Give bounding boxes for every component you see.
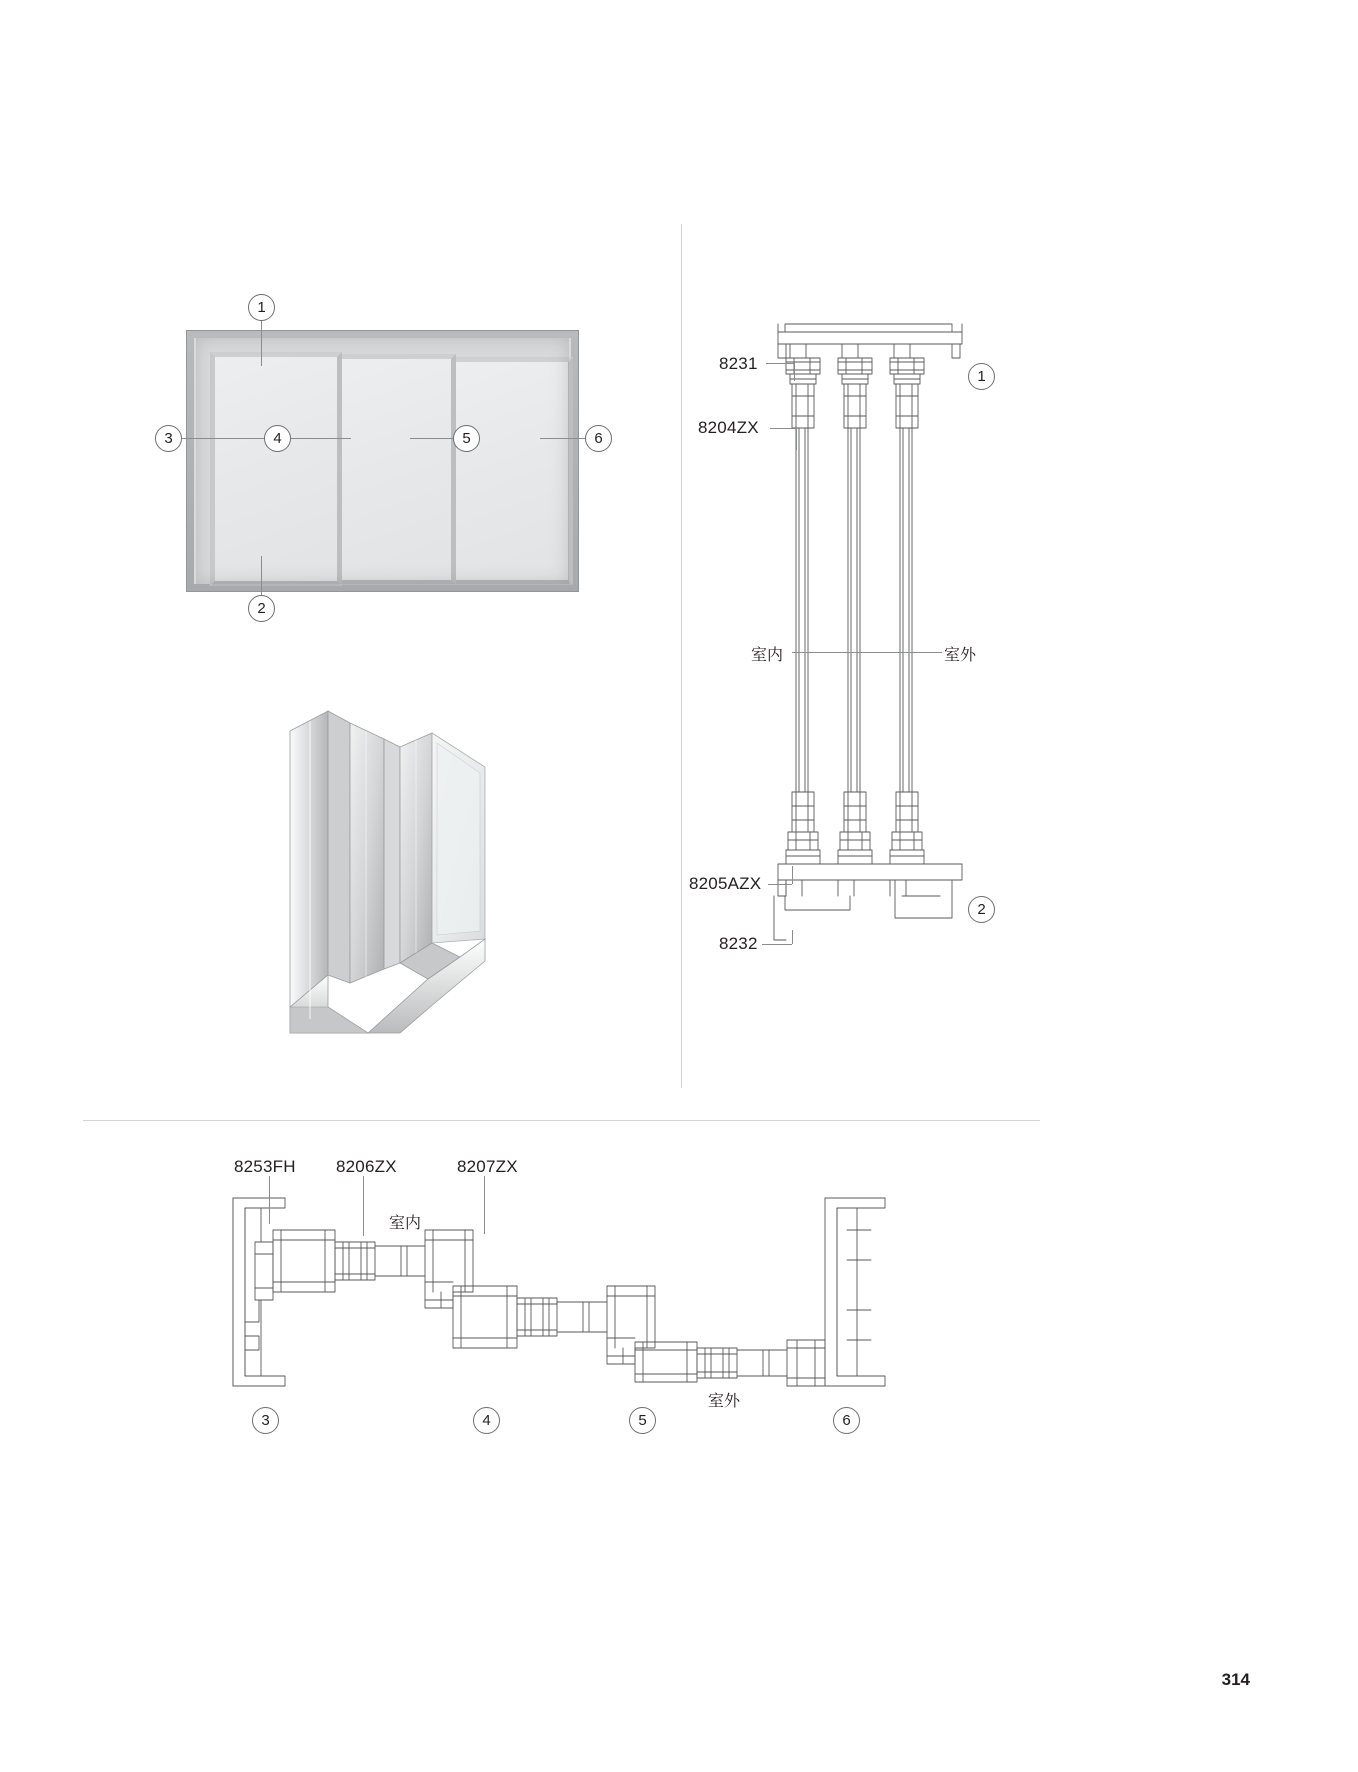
leader-line-callout-6 [540,438,585,439]
part-label-8231: 8231 [719,354,758,373]
leader-line-8205azx-v [792,866,793,884]
leader-line-8206zx [363,1176,364,1236]
leader-line-8207zx [484,1176,485,1234]
window-assembly-render [186,330,579,592]
glass-panel [333,359,451,580]
divider-horizontal [83,1120,1040,1121]
leader-line-callout-1 [261,318,262,366]
callout-marker-2[interactable]: 2 [248,595,275,622]
corner-sample-svg [280,707,495,1037]
callout-marker-5[interactable]: 5 [453,425,480,452]
callout-marker-1[interactable]: 1 [248,294,275,321]
leader-line-8231 [766,363,794,364]
horizontal-section-drawing [225,1190,905,1390]
glass-panel [215,357,337,581]
outdoor-label-horizontal: 室外 [708,1393,741,1410]
leader-line-8205azx [768,884,792,885]
part-label-8204zx: 8204ZX [698,418,759,437]
window-inner-area [194,338,571,584]
callout-marker-6[interactable]: 6 [585,425,612,452]
callout-marker-plan-5[interactable]: 5 [629,1407,656,1434]
divider-vertical [681,224,682,1088]
leader-line-8204zx [770,428,796,429]
glass-panel [451,362,568,580]
window-sash-left [210,352,342,586]
window-sash-middle [328,354,456,585]
leader-line-callout-5 [410,438,457,439]
indoor-label-horizontal: 室内 [389,1215,422,1232]
part-label-8253fh: 8253FH [234,1157,296,1176]
callout-marker-section-2[interactable]: 2 [968,896,995,923]
part-label-8232: 8232 [719,934,758,953]
callout-marker-4[interactable]: 4 [264,425,291,452]
callout-marker-plan-4[interactable]: 4 [473,1407,500,1434]
outdoor-label-vertical: 室外 [944,647,977,664]
page-number: 314 [1221,1670,1250,1689]
callout-marker-3[interactable]: 3 [155,425,182,452]
callout-marker-section-1[interactable]: 1 [968,363,995,390]
part-label-8207zx: 8207ZX [457,1157,518,1176]
part-label-8206zx: 8206ZX [336,1157,397,1176]
corner-sample-render [280,707,495,1037]
window-sash-right [446,357,573,585]
callout-marker-plan-6[interactable]: 6 [833,1407,860,1434]
part-label-8205azx: 8205AZX [689,874,762,893]
indoor-label-vertical: 室内 [751,647,784,664]
leader-line-8232-v [792,930,793,944]
callout-marker-plan-3[interactable]: 3 [252,1407,279,1434]
leader-line-8253fh [269,1176,270,1224]
horizontal-section-svg [225,1190,905,1390]
leader-line-8232 [762,944,792,945]
leader-line-indoor-outdoor [792,652,942,653]
leader-line-callout-4 [289,438,351,439]
leader-line-8204zx-v [796,428,797,450]
leader-line-8231-v [794,363,795,381]
